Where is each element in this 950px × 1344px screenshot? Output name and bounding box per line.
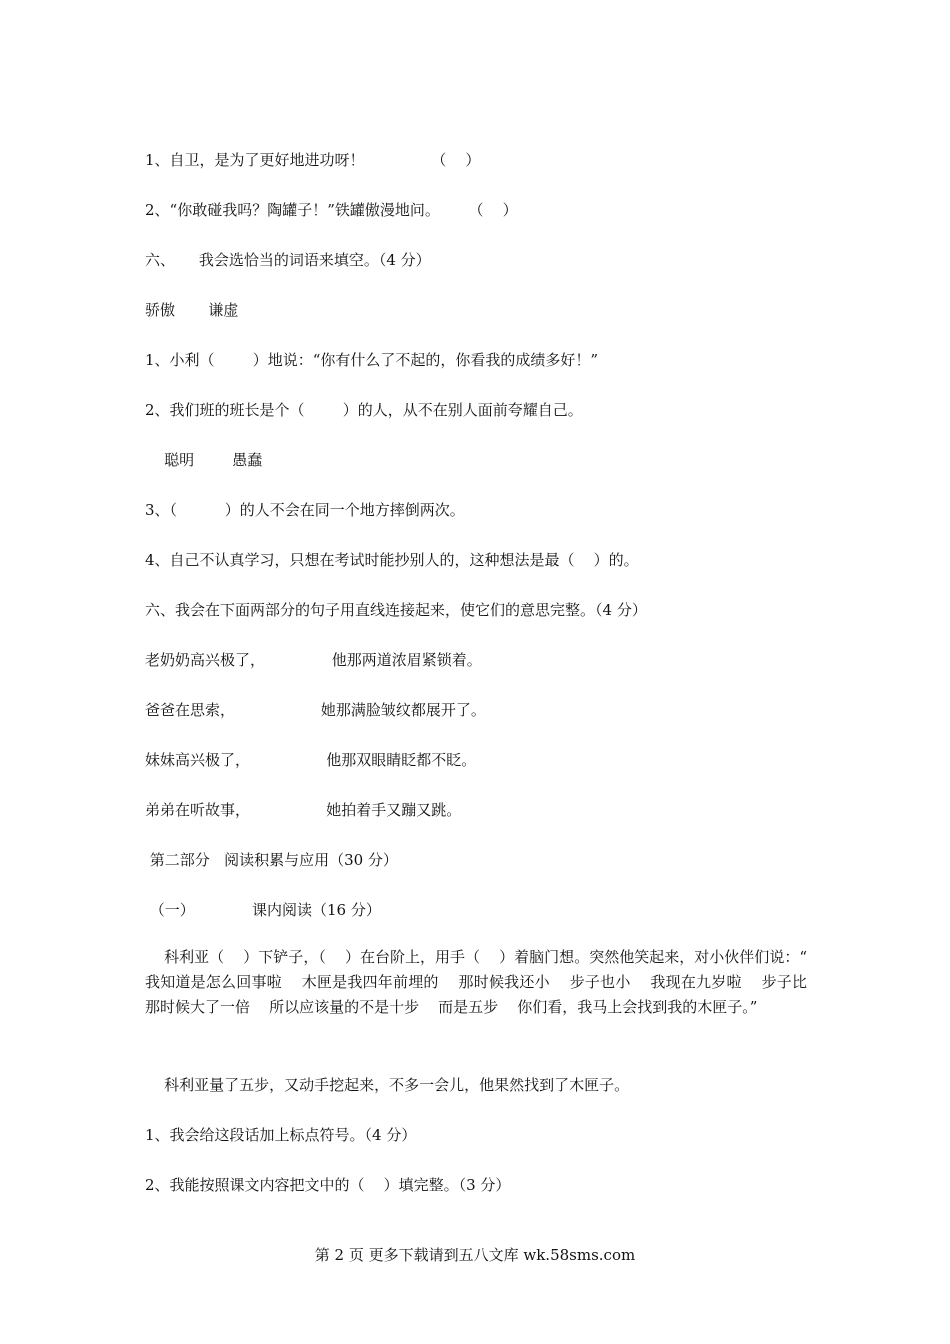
question-iron-pot: 2、“你敢碰我吗？陶罐子！”铁罐傲漫地问。 （ ） <box>145 201 518 219</box>
reading-question-2: 2、我能按照课文内容把文中的（ ）填完整。（3 分） <box>145 1176 511 1194</box>
matching-row-4: 弟弟在听故事， 她拍着手又蹦又跳。 <box>145 801 462 819</box>
word-options-smart-foolish: 聪明 愚蠢 <box>145 451 263 469</box>
page-footer: 第 2 页 更多下载请到五八文库 wk.58sms.com <box>314 1246 636 1264</box>
reading-passage: 科利亚（ ）下铲子，（ ）在台阶上，用手（ ）着脑门想。突然他笑起来，对小伙伴们说：“ 我知道是怎么回事啦 木匣是我四年前埋的 那时候我还小 步子也小 我现在九岁啦 步子比那时候大了一倍 所以应该量的不是十步 而是五步 你们看，我马上会找到我的木匣子。” <box>145 948 812 1016</box>
part-two-heading: 第二部分 阅读积累与应用（30 分） <box>145 851 398 869</box>
fill-question-4: 4、自己不认真学习，只想在考试时能抄别人的，这种想法是最（ ）的。 <box>145 551 639 569</box>
reading-passage-continued: 科利亚量了五步，又动手挖起来，不多一会儿，他果然找到了木匣子。 <box>145 1076 630 1094</box>
section-matching-heading: 六、我会在下面两部分的句子用直线连接起来，使它们的意思完整。（4 分） <box>145 601 647 619</box>
matching-row-2: 爸爸在思索， 她那满脸皱纹都展开了。 <box>145 701 486 719</box>
fill-question-2: 2、我们班的班长是个（ ）的人，从不在别人面前夸耀自己。 <box>145 401 583 419</box>
reading-question-1: 1、我会给这段话加上标点符号。（4 分） <box>145 1126 417 1144</box>
fill-question-1: 1、小利（ ）地说：“你有什么了不起的，你看我的成绩多好！” <box>145 351 599 369</box>
question-self-defense: 1、自卫，是为了更好地进功呀！ （ ） <box>145 151 481 169</box>
section-word-choice-heading: 六、 我会选恰当的词语来填空。（4 分） <box>145 251 431 269</box>
fill-question-3: 3、（ ）的人不会在同一个地方摔倒两次。 <box>145 501 465 519</box>
matching-row-1: 老奶奶高兴极了， 他那两道浓眉紧锁着。 <box>145 651 482 669</box>
matching-row-3: 妹妹高兴极了， 他那双眼睛眨都不眨。 <box>145 751 477 769</box>
word-options-pride-modesty: 骄傲 谦虚 <box>145 301 239 319</box>
reading-subheading: （一） 课内阅读（16 分） <box>145 901 381 919</box>
